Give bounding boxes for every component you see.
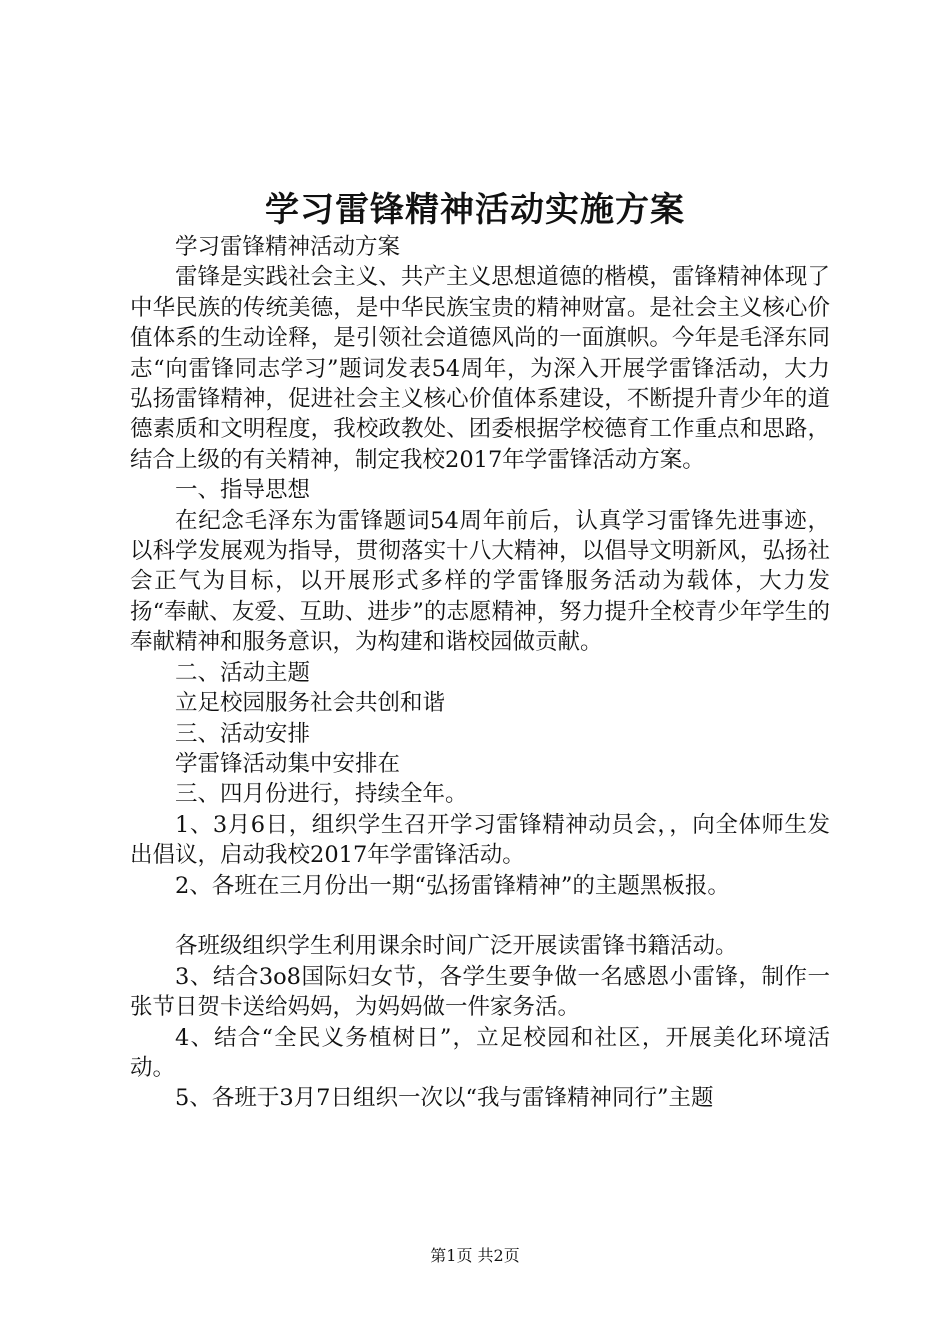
heading-activity-theme: 二、活动主题 — [175, 659, 311, 686]
heading-guiding-thought: 一、指导思想 — [175, 477, 311, 504]
paragraph-activity-theme: 立足校园服务社会共创和谐 — [175, 690, 446, 717]
blank-line — [130, 901, 830, 931]
paragraph-arrangement-1: 学雷锋活动集中安排在 — [175, 750, 401, 777]
paragraph-guiding-thought: 在纪念毛泽东为雷锋题词54周年前后，认真学习雷锋先进事迹，以科学发展观为指导，贯彻落实十八大精神，以倡导文明新风，弘扬社会正气为目标，以开展形式多样的学雷锋服务活动为载体，大力发扬“奉献、友爱、互助、进步”的志愿精神，努力提升全校青少年学生的奉献精神和服务意识，为构建和谐校园做贡献。 — [130, 507, 830, 656]
list-item-1: 1、3月6日，组织学生召开学习雷锋精神动员会，，向全体师生发出倡议，启动我校2017年学雷锋活动。 — [130, 811, 830, 869]
document-body — [130, 232, 830, 1114]
document-title: 学习雷锋精神活动实施方案 — [265, 190, 685, 230]
paragraph-intro: 雷锋是实践社会主义、共产主义思想道德的楷模，雷锋精神体现了中华民族的传统美德，是中华民族宝贵的精神财富。是社会主义核心价值体系的生动诠释，是引领社会道德风尚的一面旗帜。今年是毛泽东同志“向雷锋同志学习”题词发表54周年，为深入开展学雷锋活动，大力弘扬雷锋精神，促进社会主义核心价值体系建设，不断提升青少年的道德素质和文明程度，我校政教处、团委根据学校德育工作重点和思路，结合上级的有关精神，制定我校2017年学雷锋活动方案。 — [130, 264, 830, 473]
heading-activity-arrangement: 三、活动安排 — [175, 720, 311, 747]
list-item-2: 2、各班在三月份出一期“弘扬雷锋精神”的主题黑板报。 — [175, 872, 730, 899]
paragraph-arrangement-2: 三、四月份进行，持续全年。 — [175, 781, 468, 808]
paragraph-reading: 各班级组织学生利用课余时间广泛开展读雷锋书籍活动。 — [175, 933, 738, 960]
list-item-3: 3、结合3o8国际妇女节，各学生要争做一名感恩小雷锋，制作一张节日贺卡送给妈妈，为妈妈做一件家务活。 — [130, 963, 830, 1021]
page-footer: 第1页 共2页 — [430, 1246, 520, 1265]
list-item-4: 4、结合“全民义务植树日”，立足校园和社区，开展美化环境活动。 — [130, 1024, 830, 1081]
paragraph-subtitle: 学习雷锋精神活动方案 — [175, 234, 401, 260]
list-item-5: 5、各班于3月7日组织一次以“我与雷锋精神同行”主题 — [175, 1085, 714, 1112]
